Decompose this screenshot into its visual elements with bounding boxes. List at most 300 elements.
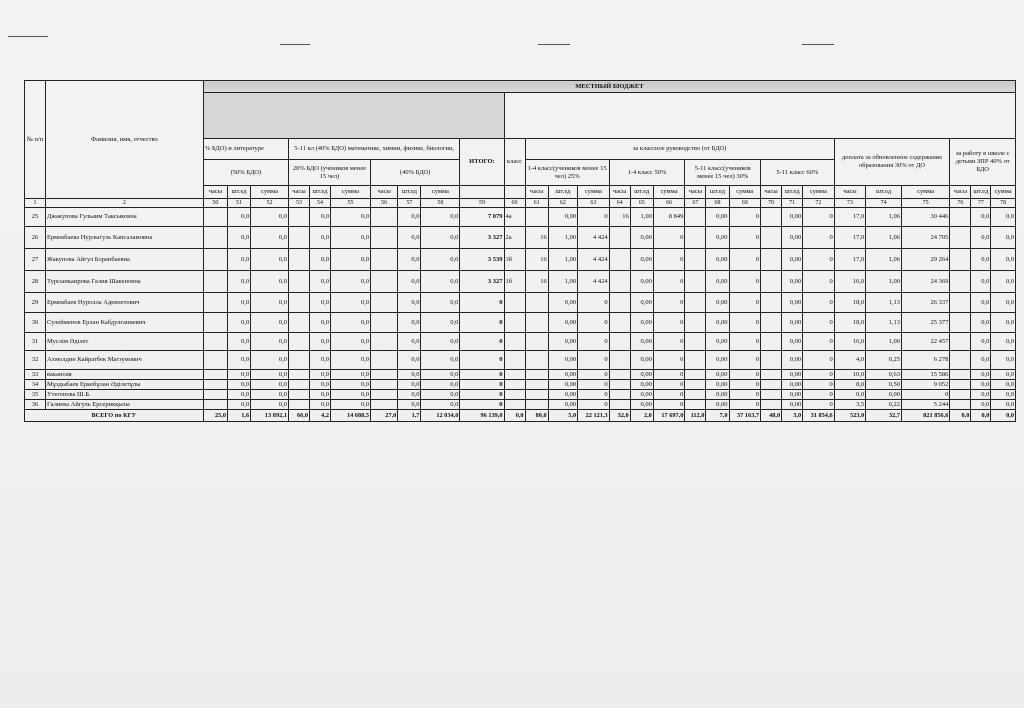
total-c62: 5,0: [548, 410, 577, 422]
cell-c66: 0: [653, 227, 685, 249]
cell-c73: 18,0: [834, 293, 866, 313]
cell-c62: 0,00: [548, 370, 577, 380]
header-math-sub1: 20% БДО (учеников менее 15 чел): [288, 160, 370, 186]
cell-c62: 0,00: [548, 400, 577, 410]
cell-c71: 0,00: [782, 333, 803, 351]
cell-c57: 0,0: [398, 249, 421, 271]
cell-c75: 29 264: [901, 249, 949, 271]
unit-shted: шт.ед: [782, 186, 803, 199]
cell-c77: 0,0: [971, 351, 991, 370]
cell-c74: 0,63: [866, 370, 902, 380]
column-number: 59: [460, 199, 504, 208]
total-c71: 3,0: [782, 410, 803, 422]
cell-c70: [761, 390, 782, 400]
column-number: 67: [685, 199, 706, 208]
cell-klass: [504, 313, 525, 333]
column-number: 2: [46, 199, 204, 208]
table-row: [25, 351, 1016, 370]
cell-c69: 0: [729, 293, 761, 313]
cell-c65: 0,00: [630, 370, 653, 380]
total-c70: 48,0: [761, 410, 782, 422]
cell-c58: 0,0: [421, 293, 460, 313]
cell-c69: 0: [729, 271, 761, 293]
cell-c71: 0,00: [782, 313, 803, 333]
column-number: 57: [398, 199, 421, 208]
cell-c69: 0: [729, 313, 761, 333]
table-row: [25, 249, 1016, 271]
employee-name: Галиева Айгуль Ерсерикқызы: [46, 400, 204, 410]
cell-c71: 0,00: [782, 293, 803, 313]
column-number: 54: [310, 199, 331, 208]
unit-blank: [460, 186, 504, 199]
column-number: 61: [525, 199, 548, 208]
cell-c71: 0,00: [782, 227, 803, 249]
cell-c65: 0,00: [630, 351, 653, 370]
cell-c72: 0: [803, 370, 835, 380]
unit-summa: сумма: [251, 186, 289, 199]
cell-c50: [203, 313, 227, 333]
cell-c61: [525, 351, 548, 370]
unit-shted: шт.ед: [227, 186, 250, 199]
cell-c52: 0,0: [251, 249, 289, 271]
cell-c51: 0,0: [227, 271, 250, 293]
cell-c72: 0: [803, 227, 835, 249]
cell-c76: [950, 380, 971, 390]
unit-hours: часы: [685, 186, 706, 199]
cell-c66: 0: [653, 351, 685, 370]
cell-c68: 0,00: [706, 271, 729, 293]
column-number: 55: [331, 199, 371, 208]
cell-c55: 0,0: [331, 380, 371, 390]
cell-c70: [761, 249, 782, 271]
cell-itogo: 3 539: [460, 249, 504, 271]
cell-c54: 0,0: [310, 370, 331, 380]
table-row: [25, 400, 1016, 410]
unit-blank: [504, 186, 525, 199]
cell-c69: 0: [729, 208, 761, 227]
total-c64: 32,0: [609, 410, 630, 422]
cell-c71: 0,00: [782, 370, 803, 380]
cell-c76: [950, 293, 971, 313]
cell-c67: [685, 227, 706, 249]
cell-c62: 1,00: [548, 249, 577, 271]
unit-hours: часы: [761, 186, 782, 199]
cell-c52: 0,0: [251, 271, 289, 293]
cell-c67: [685, 271, 706, 293]
column-number: 60: [504, 199, 525, 208]
employee-name: Ермекбаев Нуролла Адевнетович: [46, 293, 204, 313]
cell-c68: 0,00: [706, 313, 729, 333]
table-row: [25, 293, 1016, 313]
column-number: 1: [25, 199, 46, 208]
cell-c75: 30 446: [901, 208, 949, 227]
cell-c55: 0,0: [331, 293, 371, 313]
cell-klass: 3б: [504, 249, 525, 271]
cell-c57: 0,0: [398, 370, 421, 380]
unit-shted: шт.ед: [630, 186, 653, 199]
cell-c69: 0: [729, 380, 761, 390]
cell-c70: [761, 313, 782, 333]
total-c51: 1,6: [227, 410, 250, 422]
cell-c66: 0: [653, 390, 685, 400]
cell-c71: 0,00: [782, 271, 803, 293]
unit-shted: шт.ед: [548, 186, 577, 199]
cell-c69: 0: [729, 390, 761, 400]
cell-c76: [950, 227, 971, 249]
cell-c68: 0,00: [706, 351, 729, 370]
cell-itogo: 0: [460, 351, 504, 370]
cell-c74: 1,13: [866, 293, 902, 313]
employee-name: Сулейменов Ерлан Кабдулганиевич: [46, 313, 204, 333]
cell-c62: 1,00: [548, 271, 577, 293]
cell-c78: 0,0: [991, 351, 1016, 370]
total-c66: 17 697,0: [653, 410, 685, 422]
cell-c57: 0,0: [398, 333, 421, 351]
cell-c65: 0,00: [630, 293, 653, 313]
unit-shted: шт.ед: [310, 186, 331, 199]
cell-c64: [609, 333, 630, 351]
row-number: 35: [25, 390, 46, 400]
cell-c71: 0,00: [782, 380, 803, 390]
cell-c53: [288, 351, 309, 370]
cell-c56: [370, 380, 397, 390]
table-row: [25, 370, 1016, 380]
top-dash-1: [8, 36, 48, 37]
employee-name: Утегенова Ш.Б.: [46, 390, 204, 400]
cell-c74: 0,25: [866, 351, 902, 370]
cell-c63: 0: [578, 333, 610, 351]
cell-c53: [288, 400, 309, 410]
cell-c54: 0,0: [310, 249, 331, 271]
employee-name: Жакупова Айгул Боранбаевна: [46, 249, 204, 271]
row-number: 36: [25, 400, 46, 410]
cell-c67: [685, 208, 706, 227]
unit-hours: часы: [370, 186, 397, 199]
cell-c68: 0,00: [706, 400, 729, 410]
column-number: 53: [288, 199, 309, 208]
top-dash-2: [280, 44, 310, 45]
row-number: 27: [25, 249, 46, 271]
total-c75: 821 856,6: [901, 410, 949, 422]
cell-c78: 0,0: [991, 227, 1016, 249]
cell-c61: 16: [525, 249, 548, 271]
cell-c66: 8 849: [653, 208, 685, 227]
cell-c73: 4,0: [834, 351, 866, 370]
cell-c58: 0,0: [421, 333, 460, 351]
cell-c61: [525, 293, 548, 313]
column-number: 64: [609, 199, 630, 208]
table-row: [25, 227, 1016, 249]
total-c65: 2,0: [630, 410, 653, 422]
cell-c50: [203, 208, 227, 227]
employee-name: Муслім Әділет: [46, 333, 204, 351]
cell-c68: 0,00: [706, 380, 729, 390]
cell-c65: 0,00: [630, 380, 653, 390]
cell-c72: 0: [803, 400, 835, 410]
header-num: № п/п: [25, 81, 46, 199]
cell-c66: 0: [653, 313, 685, 333]
cell-c51: 0,0: [227, 293, 250, 313]
header-zpr-bonus: за работу в школе с детьми ЗПР 40% от БДО: [950, 139, 1016, 186]
cell-c76: [950, 313, 971, 333]
column-number: 66: [653, 199, 685, 208]
cell-c67: [685, 333, 706, 351]
cell-c51: 0,0: [227, 249, 250, 271]
cell-c50: [203, 370, 227, 380]
cell-c78: 0,0: [991, 370, 1016, 380]
total-c76: 0,0: [950, 410, 971, 422]
cell-c53: [288, 249, 309, 271]
cell-c53: [288, 271, 309, 293]
cell-c76: [950, 400, 971, 410]
cell-c53: [288, 333, 309, 351]
cell-c78: 0,0: [991, 293, 1016, 313]
salary-table: [24, 80, 1016, 422]
cell-c72: 0: [803, 380, 835, 390]
cell-c52: 0,0: [251, 208, 289, 227]
cell-c58: 0,0: [421, 208, 460, 227]
cell-c53: [288, 380, 309, 390]
cell-c74: 0,50: [866, 380, 902, 390]
cell-c67: [685, 249, 706, 271]
row-number: 34: [25, 380, 46, 390]
header-budget-title: МЕСТНЫЙ БЮДЖЕТ: [203, 81, 1015, 93]
cell-klass: 2а: [504, 227, 525, 249]
cell-c70: [761, 333, 782, 351]
cell-itogo: 3 327: [460, 227, 504, 249]
table-row: [25, 333, 1016, 351]
total-itogo: 96 139,0: [460, 410, 504, 422]
column-number: 73: [834, 199, 866, 208]
cell-c54: 0,0: [310, 351, 331, 370]
cell-c67: [685, 370, 706, 380]
cell-c78: 0,0: [991, 380, 1016, 390]
cell-c65: 0,00: [630, 249, 653, 271]
cell-c51: 0,0: [227, 380, 250, 390]
cell-c74: 0,22: [866, 400, 902, 410]
cell-c68: 0,00: [706, 333, 729, 351]
total-c52: 13 892,1: [251, 410, 289, 422]
cell-c78: 0,0: [991, 390, 1016, 400]
cell-c75: 9 052: [901, 380, 949, 390]
cell-c65: 0,00: [630, 390, 653, 400]
unit-hours: часы: [834, 186, 866, 199]
cell-klass: [504, 380, 525, 390]
column-number: 65: [630, 199, 653, 208]
cell-c65: 1,00: [630, 208, 653, 227]
cell-c52: 0,0: [251, 400, 289, 410]
column-number: 63: [578, 199, 610, 208]
cell-c70: [761, 380, 782, 390]
cell-c52: 0,0: [251, 351, 289, 370]
column-number: 78: [991, 199, 1016, 208]
cell-c56: [370, 390, 397, 400]
cell-c69: 0: [729, 249, 761, 271]
cell-c70: [761, 227, 782, 249]
column-number: 58: [421, 199, 460, 208]
salary-table-sheet: [24, 80, 1016, 422]
cell-c71: 0,00: [782, 208, 803, 227]
cell-c77: 0,0: [971, 271, 991, 293]
cell-itogo: 0: [460, 380, 504, 390]
cell-c56: [370, 351, 397, 370]
cell-c67: [685, 390, 706, 400]
column-number: 52: [251, 199, 289, 208]
cell-c68: 0,00: [706, 227, 729, 249]
total-c56: 27,0: [370, 410, 397, 422]
cell-c57: 0,0: [398, 400, 421, 410]
top-dash-3: [538, 44, 570, 45]
column-number: 68: [706, 199, 729, 208]
row-number: 28: [25, 271, 46, 293]
cell-c66: 0: [653, 249, 685, 271]
cell-c70: [761, 400, 782, 410]
cell-c57: 0,0: [398, 271, 421, 293]
cell-c62: 0,00: [548, 380, 577, 390]
unit-hours: часы: [203, 186, 227, 199]
cell-c61: [525, 380, 548, 390]
cell-c64: [609, 249, 630, 271]
total-c57: 1,7: [398, 410, 421, 422]
cell-c56: [370, 333, 397, 351]
column-number: 76: [950, 199, 971, 208]
cell-c78: 0,0: [991, 400, 1016, 410]
cell-c73: 17,0: [834, 227, 866, 249]
cell-c75: 6 278: [901, 351, 949, 370]
cell-c67: [685, 293, 706, 313]
cell-c52: 0,0: [251, 227, 289, 249]
row-number: 33: [25, 370, 46, 380]
header-kr3: 5-11 класс(учеников менее 15 чел) 30%: [685, 160, 761, 186]
cell-c65: 0,00: [630, 227, 653, 249]
cell-c56: [370, 293, 397, 313]
row-number: 32: [25, 351, 46, 370]
cell-c54: 0,0: [310, 313, 331, 333]
cell-c55: 0,0: [331, 333, 371, 351]
cell-c69: 0: [729, 400, 761, 410]
cell-c51: 0,0: [227, 333, 250, 351]
cell-c74: 1,06: [866, 227, 902, 249]
cell-c50: [203, 271, 227, 293]
cell-klass: [504, 333, 525, 351]
cell-c66: 0: [653, 400, 685, 410]
unit-shted: шт.ед: [706, 186, 729, 199]
cell-c68: 0,00: [706, 390, 729, 400]
header-kr1: 1-4 класс(учеников менее 15 чел) 25%: [525, 160, 609, 186]
cell-c51: 0,0: [227, 370, 250, 380]
cell-c67: [685, 351, 706, 370]
cell-klass: [504, 400, 525, 410]
cell-c63: 0: [578, 380, 610, 390]
cell-c73: 16,0: [834, 271, 866, 293]
header-class-guidance: за классное руководство (от БДО): [525, 139, 834, 160]
cell-c50: [203, 293, 227, 313]
unit-hours: часы: [950, 186, 971, 199]
cell-c72: 0: [803, 313, 835, 333]
cell-c63: 0: [578, 293, 610, 313]
cell-c65: 0,00: [630, 313, 653, 333]
cell-c56: [370, 271, 397, 293]
cell-c51: 0,0: [227, 313, 250, 333]
cell-c77: 0,0: [971, 390, 991, 400]
cell-c55: 0,0: [331, 351, 371, 370]
unit-summa: сумма: [331, 186, 371, 199]
cell-c55: 0,0: [331, 227, 371, 249]
cell-c76: [950, 208, 971, 227]
unit-hours: часы: [609, 186, 630, 199]
cell-c71: 0,00: [782, 400, 803, 410]
cell-c67: [685, 313, 706, 333]
cell-itogo: 0: [460, 293, 504, 313]
cell-c51: 0,0: [227, 208, 250, 227]
cell-c61: [525, 390, 548, 400]
cell-c63: 0: [578, 313, 610, 333]
cell-c73: 16,0: [834, 333, 866, 351]
cell-c50: [203, 249, 227, 271]
cell-c56: [370, 227, 397, 249]
cell-c68: 0,00: [706, 249, 729, 271]
unit-shted: шт.ед: [971, 186, 991, 199]
cell-c73: 3,5: [834, 400, 866, 410]
header-lit-sub: (50% БДО): [203, 160, 288, 186]
cell-itogo: 0: [460, 313, 504, 333]
cell-c66: 0: [653, 333, 685, 351]
total-c61: 80,0: [525, 410, 548, 422]
cell-c54: 0,0: [310, 227, 331, 249]
employee-name: Ахмолдин Кайратбек Магзумович: [46, 351, 204, 370]
cell-c66: 0: [653, 271, 685, 293]
cell-c73: 18,0: [834, 313, 866, 333]
cell-c78: 0,0: [991, 333, 1016, 351]
cell-c63: 0: [578, 400, 610, 410]
cell-c52: 0,0: [251, 313, 289, 333]
cell-klass: 1б: [504, 271, 525, 293]
cell-c76: [950, 370, 971, 380]
cell-c77: 0,0: [971, 227, 991, 249]
cell-c74: 1,00: [866, 271, 902, 293]
total-label: ВСЕГО по КГУ: [25, 410, 204, 422]
cell-c75: 0: [901, 390, 949, 400]
cell-itogo: 0: [460, 400, 504, 410]
unit-summa: сумма: [421, 186, 460, 199]
cell-c63: 0: [578, 208, 610, 227]
unit-shted: шт.ед: [866, 186, 902, 199]
cell-c75: 24 369: [901, 271, 949, 293]
cell-c54: 0,0: [310, 333, 331, 351]
cell-c67: [685, 380, 706, 390]
cell-c76: [950, 271, 971, 293]
total-c78: 0,0: [991, 410, 1016, 422]
cell-c72: 0: [803, 333, 835, 351]
cell-c72: 0: [803, 390, 835, 400]
cell-c64: [609, 227, 630, 249]
unit-summa: сумма: [578, 186, 610, 199]
cell-c55: 0,0: [331, 271, 371, 293]
cell-c61: 16: [525, 271, 548, 293]
cell-itogo: 0: [460, 390, 504, 400]
cell-c57: 0,0: [398, 208, 421, 227]
cell-c57: 0,0: [398, 227, 421, 249]
unit-summa: сумма: [729, 186, 761, 199]
cell-c53: [288, 370, 309, 380]
cell-c57: 0,0: [398, 390, 421, 400]
cell-klass: [504, 390, 525, 400]
cell-c77: 0,0: [971, 293, 991, 313]
cell-c62: 0,00: [548, 351, 577, 370]
cell-c52: 0,0: [251, 390, 289, 400]
cell-c77: 0,0: [971, 400, 991, 410]
header-math-sub2: (40% БДО): [370, 160, 459, 186]
